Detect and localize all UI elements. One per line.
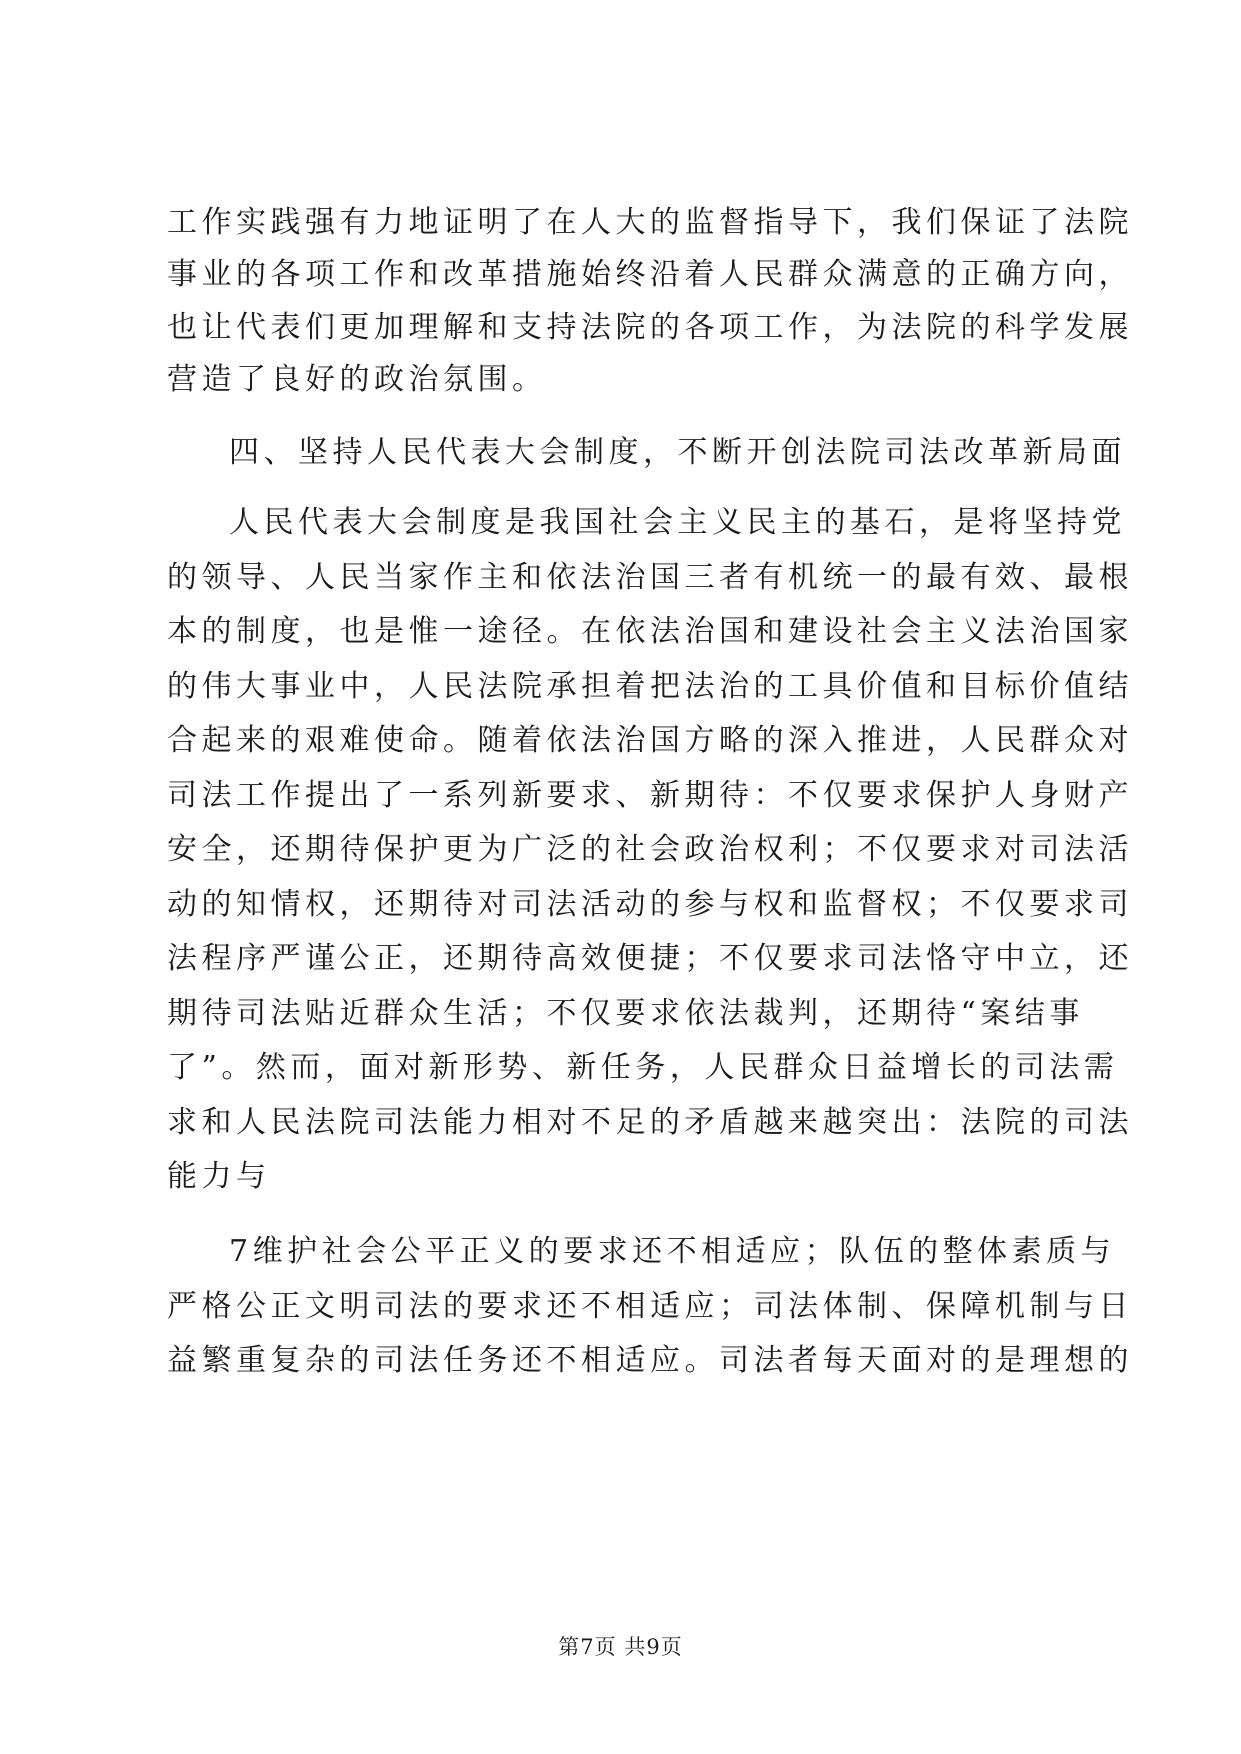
text-line: 也让代表们更加理解和支持法院的各项工作，为法院的科学发展 [167, 310, 1133, 345]
text-line: 合起来的艰难使命。随着依法治国方略的深入推进，人民群众对 [167, 723, 1133, 758]
text-line: 求和人民法院司法能力相对不足的矛盾越来越突出：法院的司法 [167, 1105, 1133, 1140]
text-line: 动的知情权，还期待对司法活动的参与权和监督权；不仅要求司 [167, 887, 1133, 922]
text-line: 严格公正文明司法的要求还不相适应；司法体制、保障机制与日 [167, 1289, 1133, 1324]
text-line: 本的制度，也是惟一途径。在依法治国和建设社会主义法治国家 [167, 614, 1133, 649]
text-line: 工作实践强有力地证明了在人大的监督指导下，我们保证了法院 [167, 205, 1133, 240]
text-line: 的领导、人民当家作主和依法治国三者有机统一的最有效、最根 [167, 560, 1133, 595]
section-heading: 四、坚持人民代表大会制度，不断开创法院司法改革新局面 [229, 435, 1126, 470]
text-line: 事业的各项工作和改革措施始终沿着人民群众满意的正确方向， [167, 257, 1133, 292]
text-line: 安全，还期待保护更为广泛的社会政治权利；不仅要求对司法活 [167, 832, 1133, 867]
text-line: 法程序严谨公正，还期待高效便捷；不仅要求司法恪守中立，还 [167, 941, 1133, 976]
text-line: 益繁重复杂的司法任务还不相适应。司法者每天面对的是理想的 [167, 1343, 1133, 1378]
text-line: 能力与 [167, 1159, 271, 1194]
text-line: 了”。然而，面对新形势、新任务，人民群众日益增长的司法需 [167, 1050, 1119, 1085]
text-line: 人民代表大会制度是我国社会主义民主的基石，是将坚持党 [229, 505, 1126, 540]
text-line: 期待司法贴近群众生活；不仅要求依法裁判，还期待“案结事 [167, 996, 1084, 1031]
page-number-footer: 第7页 共9页 [558, 1635, 683, 1659]
text-line: 营造了良好的政治氛围。 [167, 362, 547, 397]
text-line: 7维护社会公平正义的要求还不相适应；队伍的整体素质与 [229, 1234, 1116, 1269]
text-line: 司法工作提出了一系列新要求、新期待：不仅要求保护人身财产 [167, 778, 1133, 813]
text-line: 的伟大事业中，人民法院承担着把法治的工具价值和目标价值结 [167, 669, 1133, 704]
